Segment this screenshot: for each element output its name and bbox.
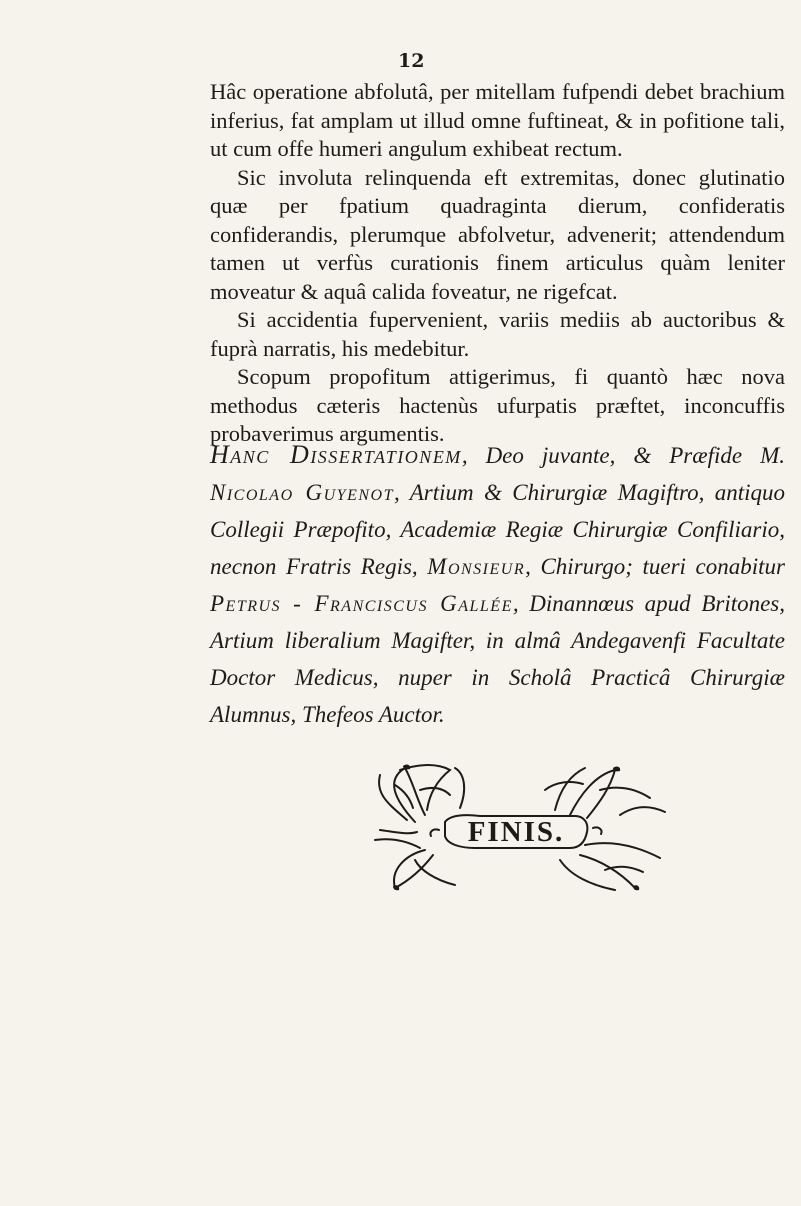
paragraph-4: Scopum propofitum attigerimus, fi quantò hæc nova methodus cæteris hactenùs ufurpatis præftet, inconcuffis probaverimus argumentis. [210, 364, 785, 446]
body-text [210, 78, 785, 449]
dedication-lead: Hanc Dissertationem [210, 440, 462, 469]
finis-text: FINIS. [467, 816, 565, 848]
dedication-part-3: , Chirurgo; tueri conabitur [525, 554, 785, 579]
praeses-name: Nicolao Guyenot [210, 480, 394, 505]
leaf-right-upper [570, 770, 615, 818]
dedication-part-2: , Artium & Chirurgiæ Magiftro, antiquo Collegii Præpofito, Academiæ Regiæ Chirurgiæ Confiliario, necnon Fratris Regis, [210, 480, 785, 579]
paragraph-2: Sic involuta relinquenda eft extremitas, donec glutinatio quæ per fpatium quadraginta dierum, confideratis confiderandis, plerumque abfolvetur, advenerit; attendendum tamen ut verfùs curationis finem articulus quàm leniter moveatur & aquâ calida foveatur, ne rigefcat. [210, 164, 785, 304]
leaf-right-lower [580, 855, 635, 888]
page-number: 12 [398, 50, 425, 72]
paragraph-3: Si accidentia fupervenient, variis mediis ab auctoribus & fuprà narratis, his medebitur. [210, 307, 785, 361]
paragraph-1: Hâc operatione abfolutâ, per mitellam fufpendi debet brachium inferius, fat amplam ut illud omne fuftineat, & in pofitione tali, ut cum offe humeri angulum exhibeat rectum. [210, 79, 785, 161]
dedication-paragraph [210, 436, 785, 733]
dedication-part-4: , Dinannœus apud Britones, Artium liberalium Magifter, in almâ Andegavenfi Facultate Doctor Medicus, nuper in Scholâ Practicâ Chirurgiæ Alumnus, Thefeos Auctor. [210, 591, 786, 727]
author-name: Petrus - Franciscus Gallée [210, 591, 513, 616]
dedication [210, 436, 785, 733]
monsieur-title: Monsieur [427, 554, 526, 579]
leaf-left-lower [394, 850, 433, 888]
dedication-part-1: , Deo juvante, & Præfide M. [461, 443, 785, 468]
finis-ornament [355, 760, 685, 895]
